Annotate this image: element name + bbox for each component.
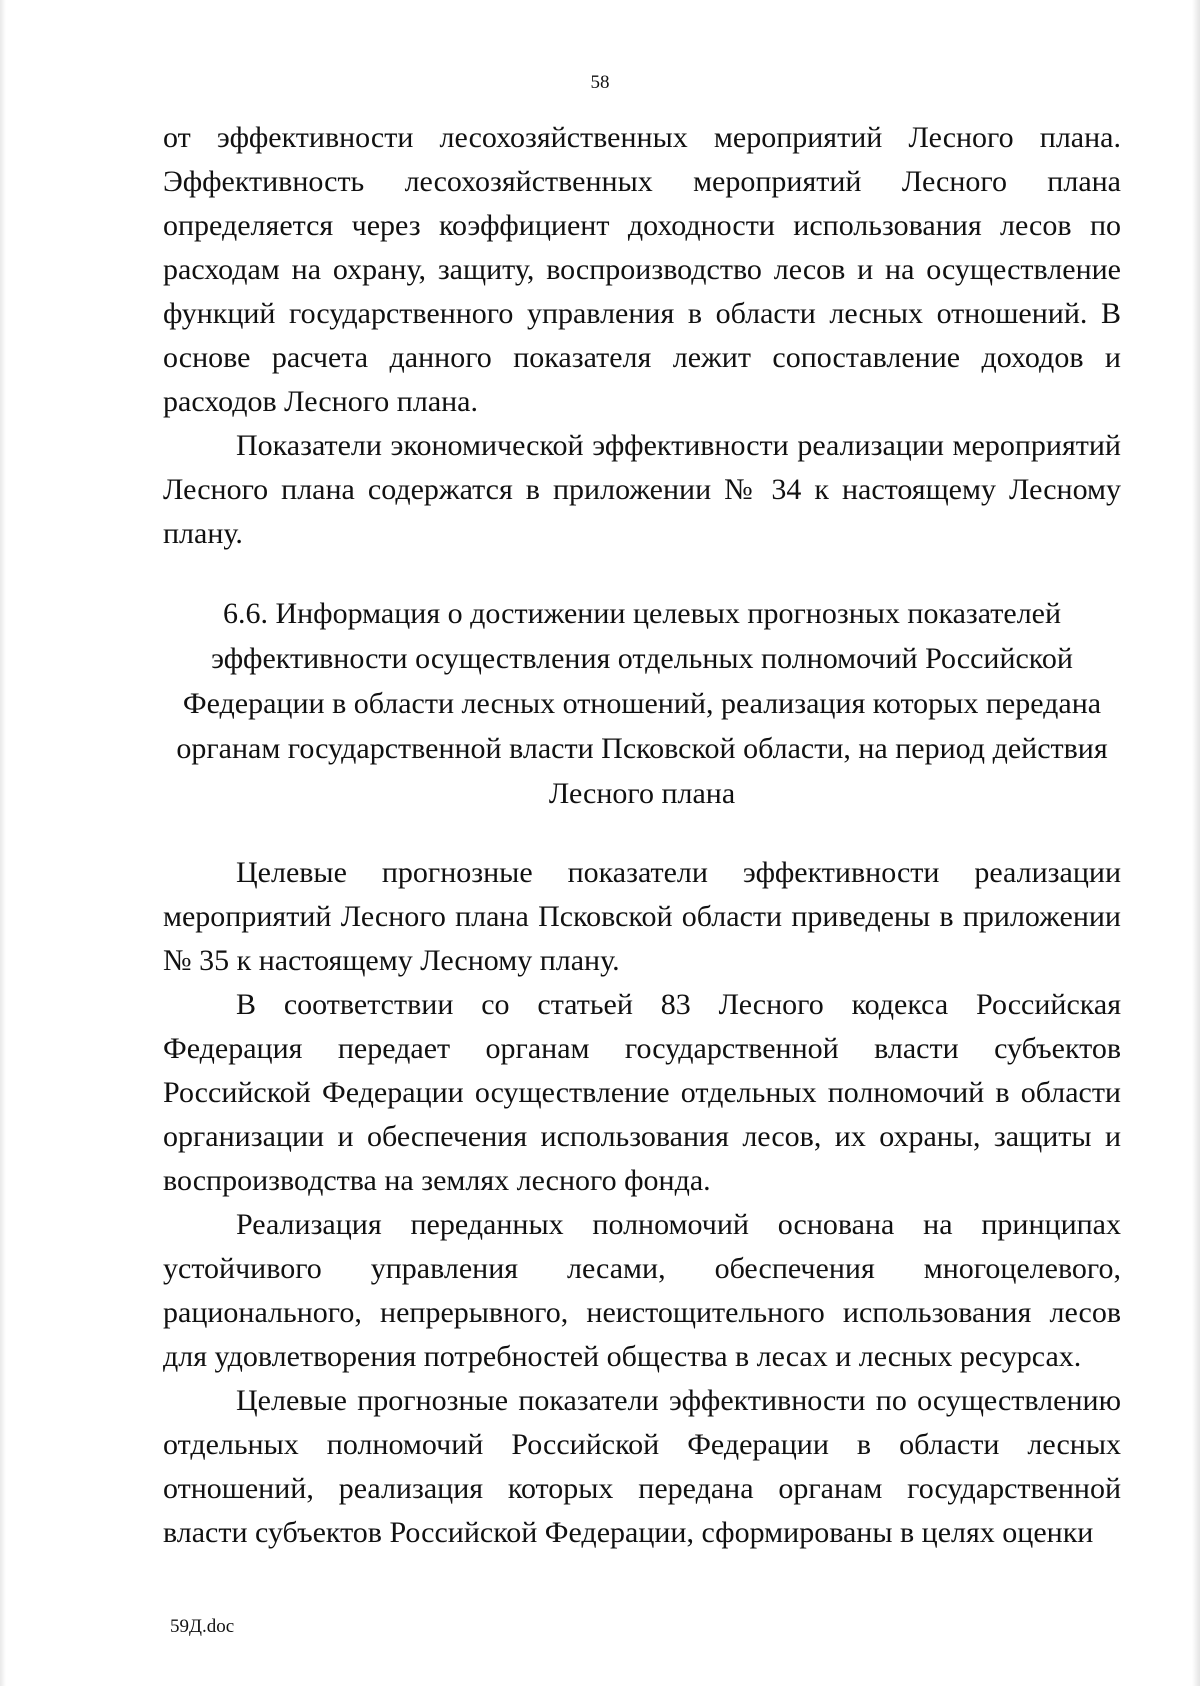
document-body bbox=[163, 116, 1121, 1555]
paragraph-indicators-formation: Целевые прогнозные показатели эффективности по осуществлению отдельных полномочий Российской Федерации в области лесных отношений, реализация которых передана органам государственной власти субъектов Российской Федерации, сформированы в целях оценки bbox=[163, 1384, 1121, 1549]
scan-edge-right bbox=[1192, 0, 1200, 1686]
spacer bbox=[163, 556, 1121, 591]
scan-edge-left bbox=[0, 0, 6, 1686]
paragraph-economic-indicators: Показатели экономической эффективности реализации мероприятий Лесного плана содержатся в приложении № 34 к настоящему Лесному плану. bbox=[163, 429, 1121, 550]
footer-filename: 59Д.doc bbox=[170, 1616, 235, 1637]
paragraph-forest-code: В соответствии со статьей 83 Лесного кодекса Российская Федерация передает органам государственной власти субъектов Российской Федерации осуществление отдельных полномочий в области организации и обеспечения использования лесов, их охраны, защиты и воспроизводства на землях лесного фонда. bbox=[163, 988, 1121, 1197]
paragraph-target-indicators: Целевые прогнозные показатели эффективности реализации мероприятий Лесного плана Псковской области приведены в приложении № 35 к настоящему Лесному плану. bbox=[163, 856, 1121, 977]
paragraph-principles: Реализация переданных полномочий основана на принципах устойчивого управления лесами, обеспечения многоцелевого, рационального, непрерывного, неистощительного использования лесов для удовлетворения потребностей общества в лесах и лесных ресурсах. bbox=[163, 1208, 1121, 1373]
section-heading: 6.6. Информация о достижении целевых прогнозных показателей эффективности осуществления отдельных полномочий Российской Федерации в области лесных отношений, реализация которых передана органам государственной власти Псковской области, на период действия Лесного плана bbox=[176, 597, 1108, 810]
spacer bbox=[163, 816, 1121, 851]
page-number: 58 bbox=[590, 72, 610, 93]
paragraph-continuation: от эффективности лесохозяйственных мероприятий Лесного плана. Эффективность лесохозяйственных мероприятий Лесного плана определяется через коэффициент доходности использования лесов по расходам на охрану, защиту, воспроизводство лесов и на осуществление функций государственного управления в области лесных отношений. В основе расчета данного показателя лежит сопоставление доходов и расходов Лесного плана. bbox=[163, 121, 1121, 418]
